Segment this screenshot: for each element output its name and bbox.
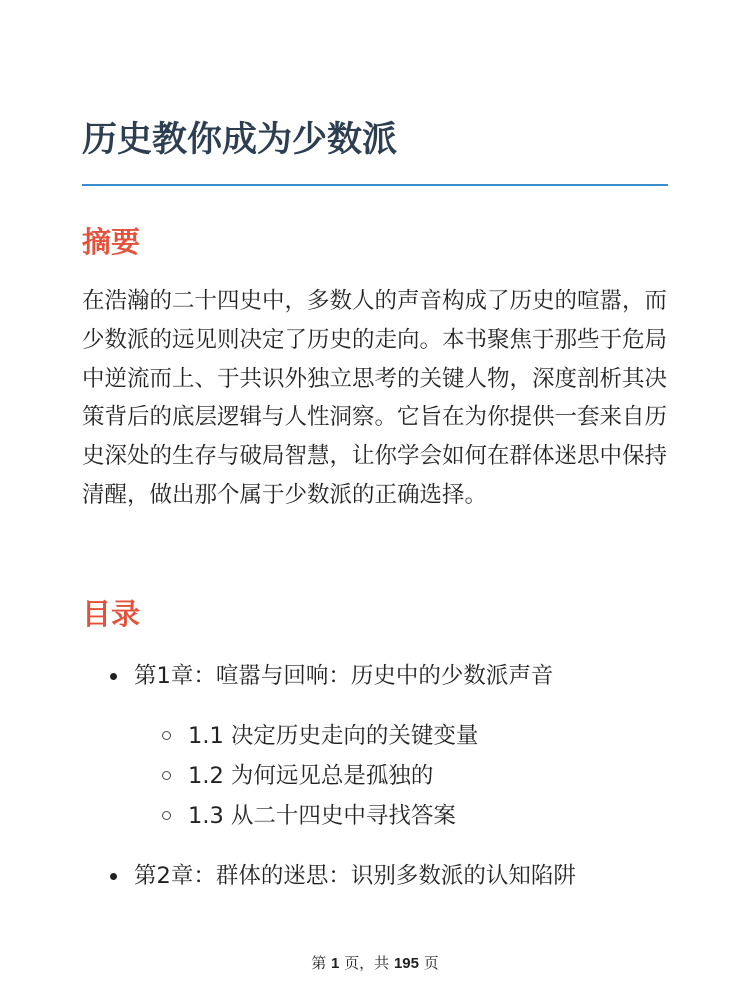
toc-section-1-2: 1.2 为何远见总是孤独的 [134, 756, 672, 796]
toc-chapter-label: 第2章：群体的迷思：识别多数派的认知陷阱 [134, 863, 576, 889]
abstract-text: 在浩瀚的二十四史中，多数人的声音构成了历史的喧嚣，而少数派的远见则决定了历史的走向。本书聚焦于那些于危局中逆流而上、于共识外独立思考的关键人物，深度剖析其决策背后的底层逻辑与人性洞察。它旨在为你提供一套来自历史深处的生存与破局智慧，让你学会如何在群体迷思中保持清醒，做出那个属于少数派的正确选择。 [82, 288, 668, 508]
toc-heading: 目录 [82, 597, 141, 631]
abstract-heading: 摘要 [82, 225, 141, 259]
toc-section-1-3: 1.3 从二十四史中寻找答案 [134, 796, 672, 836]
footer-middle: 页，共 [344, 954, 390, 972]
toc-chapter-1 [82, 656, 672, 836]
footer-page-number: 1 [331, 955, 340, 972]
page-footer [0, 952, 750, 973]
toc-chapter-2 [82, 856, 672, 896]
footer-page-total: 195 [393, 955, 419, 972]
toc-section-list [134, 716, 672, 836]
title-divider [82, 184, 668, 186]
table-of-contents [82, 656, 672, 896]
toc-section-1-1: 1.1 决定历史走向的关键变量 [134, 716, 672, 756]
toc-chapter-label: 第1章：喧嚣与回响：历史中的少数派声音 [134, 663, 554, 689]
document-title: 历史教你成为少数派 [82, 120, 398, 160]
footer-prefix: 第 [311, 954, 327, 972]
footer-suffix: 页 [423, 954, 439, 972]
